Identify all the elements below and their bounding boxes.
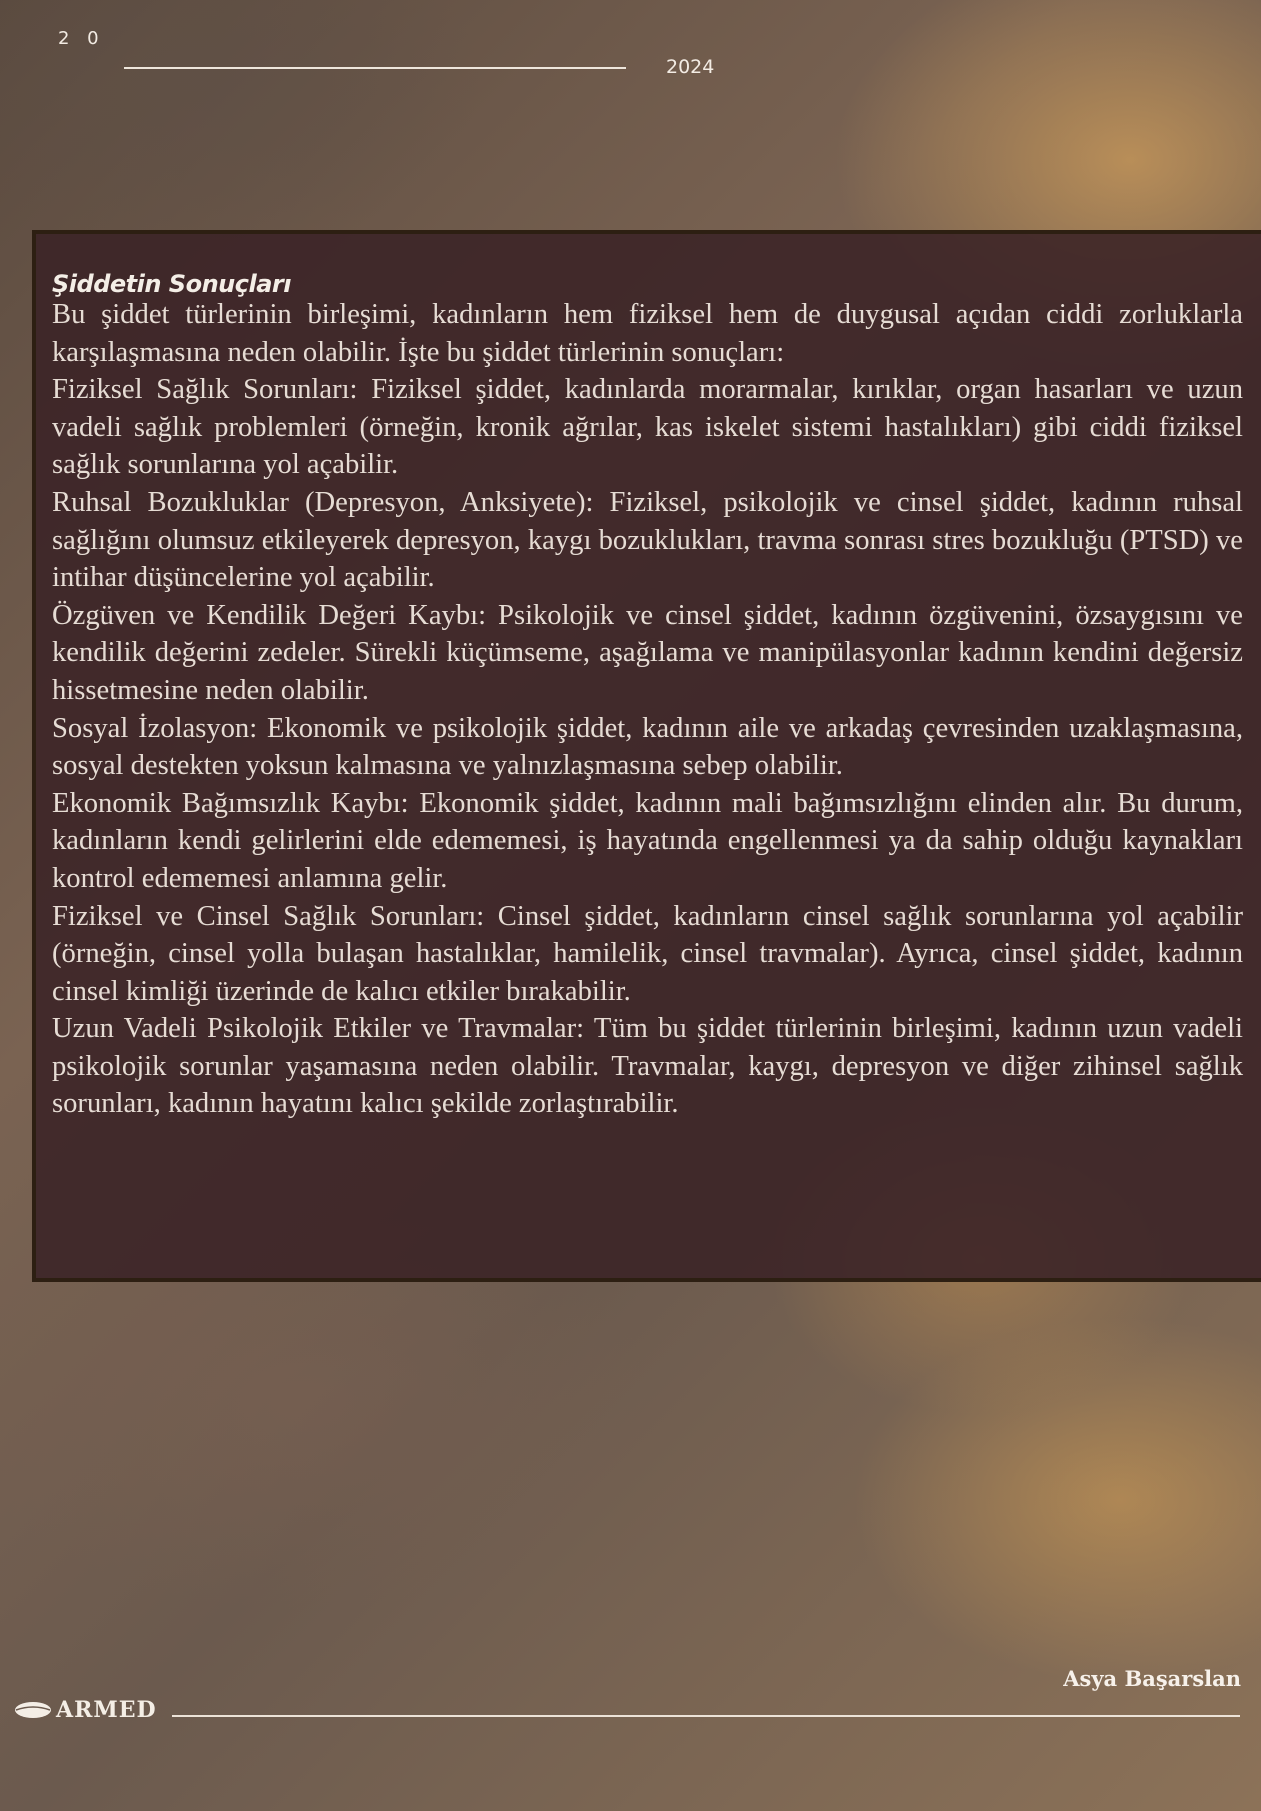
paragraph-physical-health: Fiziksel Sağlık Sorunları: Fiziksel şiddet, kadınlarda morarmalar, kırıklar, organ hasarları ve uzun vadeli sağlık problemleri (örneğin, kronik ağrılar, kas iskelet sistemi hastalıkları) gibi ciddi fiziksel sağlık sorunlarına yol açabilir. — [52, 374, 1243, 481]
publication-year: 2024 — [666, 56, 715, 78]
paragraph-intro: Bu şiddet türlerinin birleşimi, kadınların hem fiziksel hem de duygusal açıdan ciddi zorluklarla karşılaşmasına neden olabilir. İşte bu şiddet türlerinin sonuçları: — [52, 299, 1243, 368]
page-number: 2 0 — [58, 28, 105, 49]
article-panel — [32, 230, 1261, 1282]
paragraph-economic-independence: Ekonomik Bağımsızlık Kaybı: Ekonomik şiddet, kadının mali bağımsızlığını elinden alır. Bu durum, kadınların kendi gelirlerini elde edememesi, iş hayatında engellenmesi ya da sahip olduğu kaynakları kontrol edememesi anlamına gelir. — [52, 787, 1243, 894]
paragraph-sexual-health: Fiziksel ve Cinsel Sağlık Sorunları: Cinsel şiddet, kadınların cinsel sağlık sorunlarına yol açabilir (örneğin, cinsel yolla bulaşan hastalıklar, hamilelik, cinsel travmalar). Ayrıca, cinsel şiddet, kadının cinsel kimliği üzerinde de kalıcı etkiler bırakabilir. — [52, 900, 1243, 1007]
article-heading: Şiddetin Sonuçları — [52, 270, 291, 298]
author-name: Asya Başarslan — [1063, 1666, 1241, 1691]
footer-divider — [172, 1715, 1240, 1717]
paragraph-long-term-effects: Uzun Vadeli Psikolojik Etkiler ve Travmalar: Tüm bu şiddet türlerinin birleşimi, kadının uzun vadeli psikolojik sorunlar yaşamasına neden olabilir. Travmalar, kaygı, depresyon ve diğer zihinsel sağlık sorunları, kadının hayatını kalıcı şekilde zorlaştırabilir. — [52, 1013, 1243, 1120]
logo-mark-icon — [14, 1700, 52, 1720]
paragraph-self-esteem: Özgüven ve Kendilik Değeri Kaybı: Psikolojik ve cinsel şiddet, kadının özgüvenini, özsaygısını ve kendilik değerini zedeler. Sürekli küçümseme, aşağılama ve manipülasyonlar kadının kendini değersiz hissetmesine neden olabilir. — [52, 599, 1243, 706]
header-divider — [124, 67, 626, 69]
paragraph-social-isolation: Sosyal İzolasyon: Ekonomik ve psikolojik şiddet, kadının aile ve arkadaş çevresinden uzaklaşmasına, sosyal destekten yoksun kalmasına ve yalnızlaşmasına sebep olabilir. — [52, 712, 1243, 782]
article-body — [52, 270, 1243, 1123]
paragraph-mental-disorders: Ruhsal Bozukluklar (Depresyon, Anksiyete): Fiziksel, psikolojik ve cinsel şiddet, kadının ruhsal sağlığını olumsuz etkileyerek depresyon, kaygı bozuklukları, travma sonrası stres bozukluğu (PTSD) ve intihar düşüncelerine yol açabilir. — [52, 486, 1243, 594]
brand-logo — [14, 1697, 157, 1723]
logo-text: ARMED — [56, 1697, 157, 1723]
